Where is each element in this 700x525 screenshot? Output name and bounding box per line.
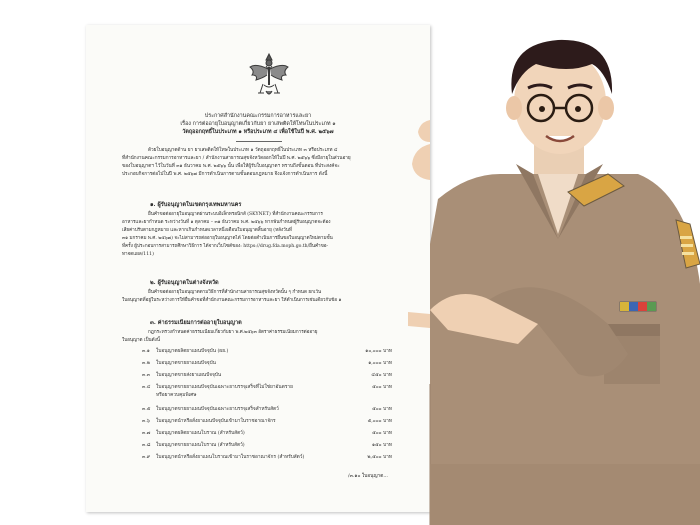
fee-label: ใบอนุญาตขายยาแผนโบราณ (สำหรับสัตว์) [156, 443, 245, 448]
fee-amount: ๑,๐๐๐ บาท [368, 361, 392, 366]
garuda-emblem-icon [246, 51, 292, 99]
section-3-line: ใบอนุญาต เป็นดังนี้ [122, 338, 160, 343]
section-1-line: ที่ครั้ง ผู้ประกอบการสามารถศึกษาวิธีการ ได้จากเว็บไซต์ของ: https://drug.fda.moph.go.th/ยื่นคำขอ- [122, 244, 329, 249]
fee-label: ใบอนุญาตขายส่งยาแผนปัจจุบัน [156, 373, 222, 378]
section-2-heading: ๒. ผู้รับอนุญาตในต่างจังหวัด [150, 280, 219, 286]
fee-amount: ๒,๕๐๐ บาท [367, 455, 392, 460]
fee-label: ใบอนุญาตผลิตยาแผนโบราณ (สำหรับสัตว์) [156, 431, 245, 436]
fee-amount: ๑๕๐ บาท [371, 443, 392, 448]
fee-number: ๓.๒ [142, 361, 150, 366]
section-1-heading: ๑. ผู้รับอนุญาตในเขตกรุงเทพมหานคร [150, 202, 242, 208]
intro-line-4: ประกอบกิจการต่อไปในปี พ.ศ. ๒๕๖๗ มีการดำเนินการตามขั้นตอนกฎหมาย จึงแจ้งการดำเนินการ ดังนี้ [122, 172, 328, 177]
fee-number: ๓.๕ [142, 407, 151, 412]
fee-number: ๓.๖ [142, 419, 150, 424]
fee-label: ใบอนุญาตขายยาแผนปัจจุบันเฉพาะยาบรรจุเสร็จสำหรับสัตว์ [156, 407, 279, 412]
fee-amount: ๕๐๐ บาท [372, 385, 392, 390]
section-1-line: ๓๑ มกราคม พ.ศ. ๒๕๖๗) จะไม่สามารถต่ออายุใบอนุญาตได้ โดยต่อดำเนินการยื่นขอใบอนุญาตใหม่ตามขั้น [122, 236, 333, 241]
fee-label: ใบอนุญาตนำหรือสั่งยาแผนโบราณเข้ามาในราชอาณาจักร (สำหรับสัตว์) [156, 455, 305, 460]
section-1-line: เสียค่าปรับตามกฎหมาย และหากเกินกำหนดเวลาหนึ่งเดือนใบอนุญาตสิ้นอายุ (หลังวันที่ [122, 228, 292, 233]
announcement-issuer: ประกาศสำนักงานคณะกรรมการอาหารและยา [204, 113, 312, 119]
section-1-line: ยื่นคำขอต่ออายุใบอนุญาตผ่านระบบอิเล็กทรอนิกส์ (SKYNET) ที่สำนักงานคณะกรรมการ [148, 212, 323, 217]
fee-label-cont: หรือยาควบคุมพิเศษ [156, 393, 197, 398]
section-3-heading: ๓. ค่าธรรมเนียมการต่ออายุใบอนุญาต [150, 320, 242, 326]
fee-number: ๓.๓ [142, 373, 151, 378]
section-1-line: อาหารและยากำหนด ระหว่างวันที่ ๑ ตุลาคม – ๓๑ ธันวาคม พ.ศ. ๒๕๖๖ หากพ้นกำหนดผู้รับอนุญาตจะต้อง [122, 220, 331, 225]
section-3-line: กฎกระทรวงกำหนดค่าธรรมเนียมเกี่ยวกับยา พ.ศ.๒๕๖๓ อัตราค่าธรรมเนียมการต่ออายุ [148, 330, 318, 335]
announcement-subject: เรื่อง การต่ออายุใบอนุญาตเกี่ยวกับยา ยาเสพติดให้โทษในประเภท ๑ [180, 121, 336, 127]
fee-amount: ๑๐,๐๐๐ บาท [365, 349, 392, 354]
document-page [86, 25, 430, 512]
page-continuation: /๓.๑๐ ใบอนุญาต... [348, 474, 388, 479]
fee-number: ๓.๙ [142, 455, 151, 460]
intro-line-2: ที่สำนักงานคณะกรรมการอาหารและยา / สำนักงานสาธารณสุขจังหวัดออกให้ในปี พ.ศ. ๒๕๖๖ ซึ่งมีอายุในส่วนอายุ [122, 156, 351, 161]
fee-number: ๓.๗ [142, 431, 151, 436]
intro-line-3: ของใบอนุญาตฯ ไว้ในวันที่ ๓๑ ธันวาคม พ.ศ. ๒๕๖๖ นั้น เพื่อให้ผู้รับใบอนุญาตฯ ทราบถึงขั้นตอน ที่ประสงค์จะ [122, 164, 340, 169]
fee-label: ใบอนุญาตขายยาแผนปัจจุบัน [156, 361, 216, 366]
fee-label: ใบอนุญาตนำหรือสั่งยาแผนปัจจุบันเข้ามาในราชอาณาจักร [156, 419, 276, 424]
fee-amount: ๔๕๐ บาท [371, 373, 392, 378]
fee-amount: ๕๐๐ บาท [372, 431, 392, 436]
fee-label: ใบอนุญาตขายยาแผนปัจจุบันเฉพาะยาบรรจุเสร็จที่ไม่ใช่ยาอันตราย [156, 385, 293, 390]
officer-illustration [408, 24, 700, 525]
section-1-line: ทาจดแผล/111) [122, 252, 154, 257]
announcement-subject-cont: วัตถุออกฤทธิ์ในประเภท ๑ หรือประเภท ๔ เพื่อใช้ในปี พ.ศ. ๒๕๖๗ [182, 129, 334, 135]
section-2-line: ยื่นคำขอต่ออายุใบอนุญาตตามวิธีการที่สำนักงานสาธารณสุขจังหวัดนั้น ๆ กำหนด ยกเว้น [148, 290, 322, 295]
fee-amount: ๕,๐๐๐ บาท [367, 419, 392, 424]
title-divider [236, 141, 282, 142]
fee-amount: ๕๐๐ บาท [372, 407, 392, 412]
fee-number: ๓.๘ [142, 443, 151, 448]
fee-label: ใบอนุญาตผลิตยาแผนปัจจุบัน (ผย.) [156, 349, 229, 354]
section-2-line: ใบอนุญาตที่อยู่ในระหว่างการให้ยื่นคำขอที่สำนักงานคณะกรรมการอาหารและยา ให้ดำเนินการเช่นเดียวกับข้อ ๑ [122, 298, 342, 303]
intro-line-1: ด้วยใบอนุญาตด้าน ยา ยาเสพติดให้โทษในประเภท ๑ วัตถุออกฤทธิ์ในประเภท ๓ หรือประเภท ๔ [148, 148, 338, 153]
fee-number: ๓.๔ [142, 385, 151, 390]
fee-number: ๓.๑ [142, 349, 150, 354]
